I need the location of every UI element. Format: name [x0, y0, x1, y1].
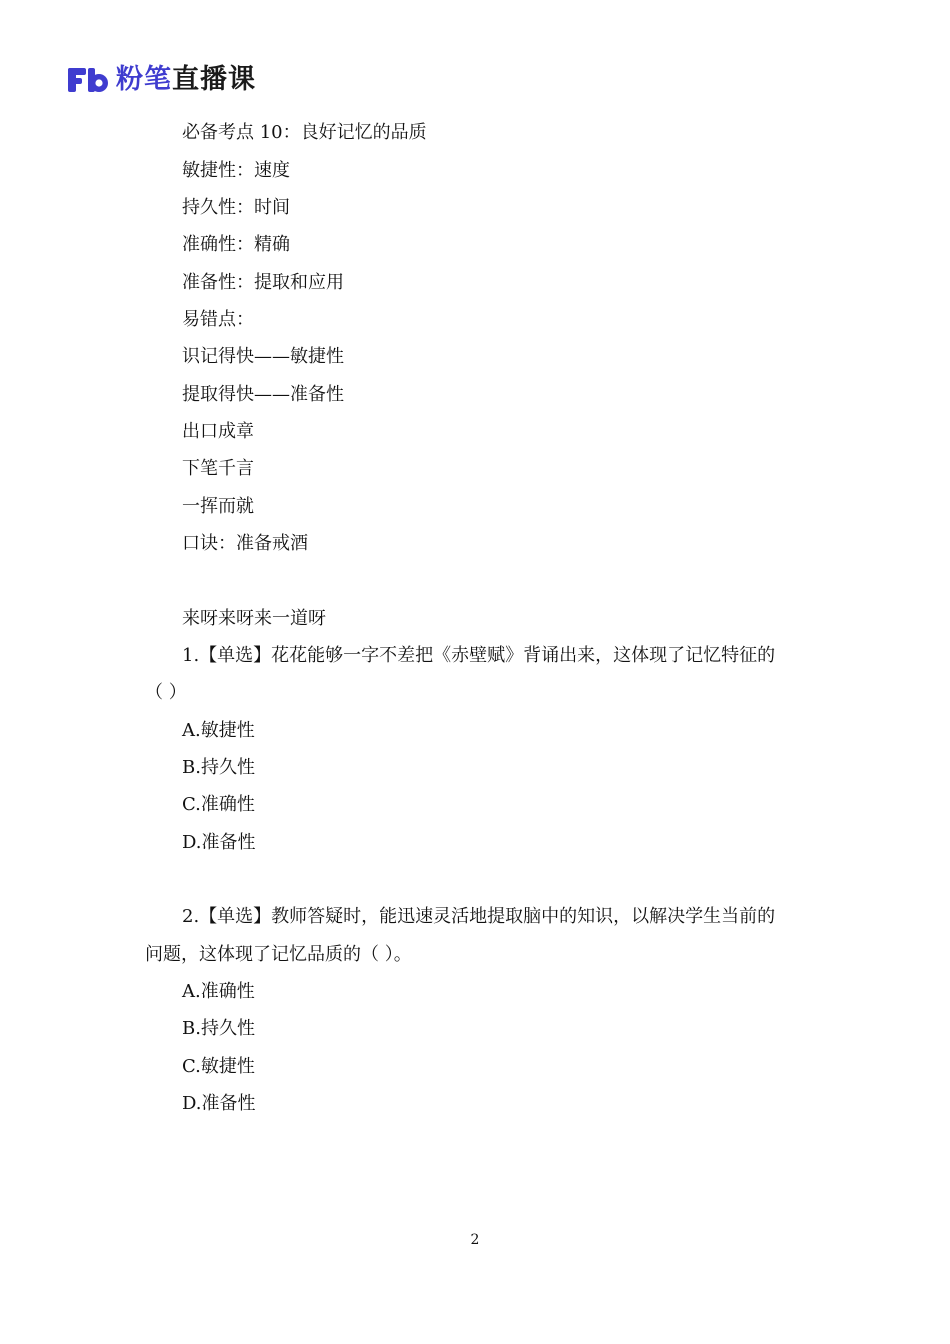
pitfall-item: 识记得快——敏捷性 — [182, 346, 344, 367]
logo-text — [116, 64, 256, 96]
question-1-option: C.准确性 — [182, 794, 255, 815]
question-2-option: C.敏捷性 — [182, 1056, 255, 1077]
note-item: 敏捷性：速度 — [182, 160, 290, 181]
pitfalls-heading: 易错点： — [182, 309, 254, 330]
pitfall-item: 一挥而就 — [182, 496, 254, 517]
pitfall-item: 出口成章 — [182, 421, 254, 442]
question-1-option: A.敏捷性 — [182, 720, 255, 741]
question-2-option: D.准备性 — [182, 1093, 256, 1114]
question-2-stem: 2.【单选】教师答疑时，能迅速灵活地提取脑中的知识，以解决学生当前的 — [182, 906, 776, 927]
question-2-stem-continued: 问题，这体现了记忆品质的（ ）。 — [145, 944, 412, 965]
question-1-option: B.持久性 — [182, 757, 255, 778]
logo-brand-text: 粉笔 — [116, 64, 172, 95]
question-2-option: B.持久性 — [182, 1018, 255, 1039]
question-1-stem: 1.【单选】花花能够一字不差把《赤壁赋》背诵出来，这体现了记忆特征的 — [182, 645, 776, 666]
brand-logo — [66, 62, 256, 98]
fenbi-logo-icon — [66, 64, 110, 96]
question-1-stem-continued: （ ） — [145, 682, 187, 703]
pitfall-item: 下笔千言 — [182, 458, 254, 479]
note-item: 准备性：提取和应用 — [182, 272, 344, 293]
note-item: 持久性：时间 — [182, 197, 290, 218]
logo-product-text: 直播课 — [172, 64, 256, 95]
question-2-option: A.准确性 — [182, 981, 255, 1002]
question-1-option: D.准备性 — [182, 832, 256, 853]
pitfall-item: 提取得快——准备性 — [182, 384, 344, 405]
practice-intro: 来呀来呀来一道呀 — [182, 608, 326, 629]
page-number: 2 — [470, 1232, 480, 1248]
note-item: 准确性：精确 — [182, 234, 290, 255]
mnemonic: 口诀：准备戒酒 — [182, 533, 308, 554]
section-title: 必备考点 10：良好记忆的品质 — [182, 122, 427, 143]
